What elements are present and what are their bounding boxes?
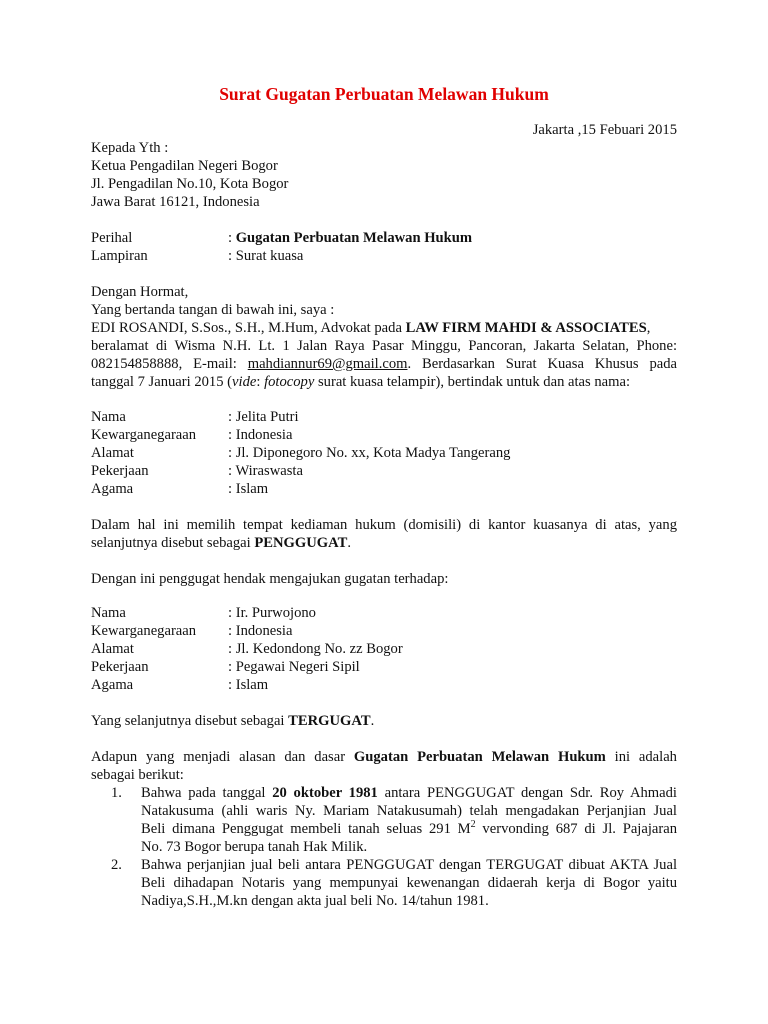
advocate-line-3 (91, 355, 677, 373)
advocate-line-1 (91, 319, 677, 337)
item1-line-4: No. 73 Bogor berupa tanah Hak Milik. (141, 839, 368, 855)
tergugat-pekerjaan-row (91, 658, 677, 676)
item1-text: Bahwa pada tanggal (141, 785, 273, 801)
advocate-comma: , (646, 320, 651, 336)
field-value: : Wiraswasta (228, 463, 303, 479)
field-label: Alamat (91, 445, 134, 461)
vide-colon: : (256, 374, 265, 390)
tergugat-alamat-row (91, 640, 677, 658)
penggugat-alamat-row (91, 444, 677, 462)
tergugat-period: . (370, 713, 375, 729)
vide-text: vide (232, 374, 257, 390)
fotocopy-text: fotocopy (264, 374, 315, 390)
item1-line-2: Natakusuma (ahli waris Ny. Mariam Natakusumah) telah mengadakan Perjanjian Jual (141, 803, 677, 819)
alasan-line-2: sebagai berikut: (91, 767, 184, 783)
advocate-line-4 (91, 373, 677, 391)
list-item (111, 856, 677, 910)
advocate-line-2: beralamat di Wisma N.H. Lt. 1 Jalan Raya Pasar Minggu, Pancoran, Jakarta Selatan, Phone: (91, 338, 677, 354)
field-label: Alamat (91, 641, 134, 657)
field-label: Agama (91, 677, 134, 693)
lampiran-row (91, 247, 677, 265)
penggugat-term: PENGGUGAT (254, 535, 348, 551)
field-value: : Islam (228, 677, 269, 693)
alasan-tail: ini adalah (605, 749, 677, 765)
gugatan-intro: Dengan ini penggugat hendak mengajukan gugatan terhadap: (91, 571, 449, 587)
domisili-line-2 (91, 534, 677, 552)
perihal-colon: : (228, 230, 236, 246)
item2-line-1: Bahwa perjanjian jual beli antara PENGGUGAT dengan TERGUGAT dibuat AKTA Jual (141, 857, 677, 873)
phone-email-text: 082154858888, E-mail: (91, 356, 248, 372)
field-value: : Indonesia (228, 427, 293, 443)
law-firm-name: LAW FIRM MAHDI & ASSOCIATES (405, 320, 647, 336)
intro-line: Yang bertanda tangan di bawah ini, saya : (91, 302, 335, 318)
letter-title: Surat Gugatan Perbuatan Melawan Hukum (219, 84, 549, 104)
penggugat-agama-row (91, 480, 677, 498)
recipient-line-3: Jl. Pengadilan No.10, Kota Bogor (91, 176, 289, 192)
field-label: Pekerjaan (91, 659, 149, 675)
tergugat-line (91, 712, 677, 730)
domisili-line-1: Dalam hal ini memilih tempat kediaman hukum (domisili) di kantor kuasanya di atas, yang (91, 517, 677, 533)
penggugat-nama-row (91, 408, 677, 426)
list-item (111, 784, 677, 856)
item1-vervonding: vervonding 687 di Jl. Pajajaran (475, 821, 677, 837)
recipient-line-1: Kepada Yth : (91, 140, 169, 156)
perihal-row (91, 229, 677, 247)
field-value: : Jelita Putri (228, 409, 299, 425)
field-value: : Islam (228, 481, 269, 497)
lampiran-value: : Surat kuasa (228, 248, 304, 264)
field-value: : Indonesia (228, 623, 293, 639)
alasan-line-1 (91, 748, 677, 766)
tanggal-text: tanggal 7 Januari 2015 ( (91, 374, 233, 390)
penggugat-pekerjaan-row (91, 462, 677, 480)
item2-line-2: Beli dihadapan Notaris yang mempunyai kewenangan didaerah kerja di Bogor yaitu (141, 875, 677, 891)
item1-area: Beli dimana Penggugat membeli tanah seluas 291 M (141, 821, 471, 837)
field-value: : Ir. Purwojono (228, 605, 316, 621)
domisili-period: . (347, 535, 351, 551)
tergugat-agama-row (91, 676, 677, 694)
date-line: Jakarta ,15 Febuari 2015 (532, 122, 677, 138)
recipient-line-4: Jawa Barat 16121, Indonesia (91, 194, 260, 210)
item1-date: 20 oktober 1981 (272, 785, 378, 801)
advocate-name: EDI ROSANDI, S.Sos., S.H., M.Hum, Advokat pada (91, 320, 406, 336)
tergugat-text: Yang selanjutnya disebut sebagai (91, 713, 289, 729)
list-number: 2. (111, 857, 122, 873)
tergugat-term: TERGUGAT (288, 713, 371, 729)
item1-line-1 (141, 784, 677, 802)
field-value: : Jl. Kedondong No. zz Bogor (228, 641, 403, 657)
item1-line-3 (141, 820, 677, 838)
field-label: Kewarganegaraan (91, 623, 197, 639)
field-value: : Pegawai Negeri Sipil (228, 659, 360, 675)
alasan-bold: Gugatan Perbuatan Melawan Hukum (353, 749, 606, 765)
perihal-value: Gugatan Perbuatan Melawan Hukum (235, 230, 473, 246)
tergugat-nama-row (91, 604, 677, 622)
alasan-text: Adapun yang menjadi alasan dan dasar (91, 749, 354, 765)
field-label: Nama (91, 409, 126, 425)
penggugat-kewarganegaraan-row (91, 426, 677, 444)
list-number: 1. (111, 785, 122, 801)
item1-superscript: 2 (470, 819, 476, 830)
perihal-label: Perihal (91, 230, 133, 246)
field-value: : Jl. Diponegoro No. xx, Kota Madya Tangerang (228, 445, 511, 461)
greeting: Dengan Hormat, (91, 284, 189, 300)
field-label: Nama (91, 605, 126, 621)
field-label: Pekerjaan (91, 463, 149, 479)
domisili-text: selanjutnya disebut sebagai (91, 535, 255, 551)
lampiran-label: Lampiran (91, 248, 148, 264)
tergugat-kewarganegaraan-row (91, 622, 677, 640)
item2-line-3: Nadiya,S.H.,M.kn dengan akta jual beli No. 14/tahun 1981. (141, 893, 489, 909)
kuasa-text: surat kuasa telampir), bertindak untuk dan atas nama: (314, 374, 631, 390)
item1-text-2: antara PENGGUGAT dengan Sdr. Roy Ahmadi (377, 785, 677, 801)
surat-kuasa-text: . Berdasarkan Surat Kuasa Khusus pada (407, 356, 677, 372)
field-label: Kewarganegaraan (91, 427, 197, 443)
recipient-line-2: Ketua Pengadilan Negeri Bogor (91, 158, 278, 174)
field-label: Agama (91, 481, 134, 497)
email-link[interactable]: mahdiannur69@gmail.com (247, 356, 408, 372)
